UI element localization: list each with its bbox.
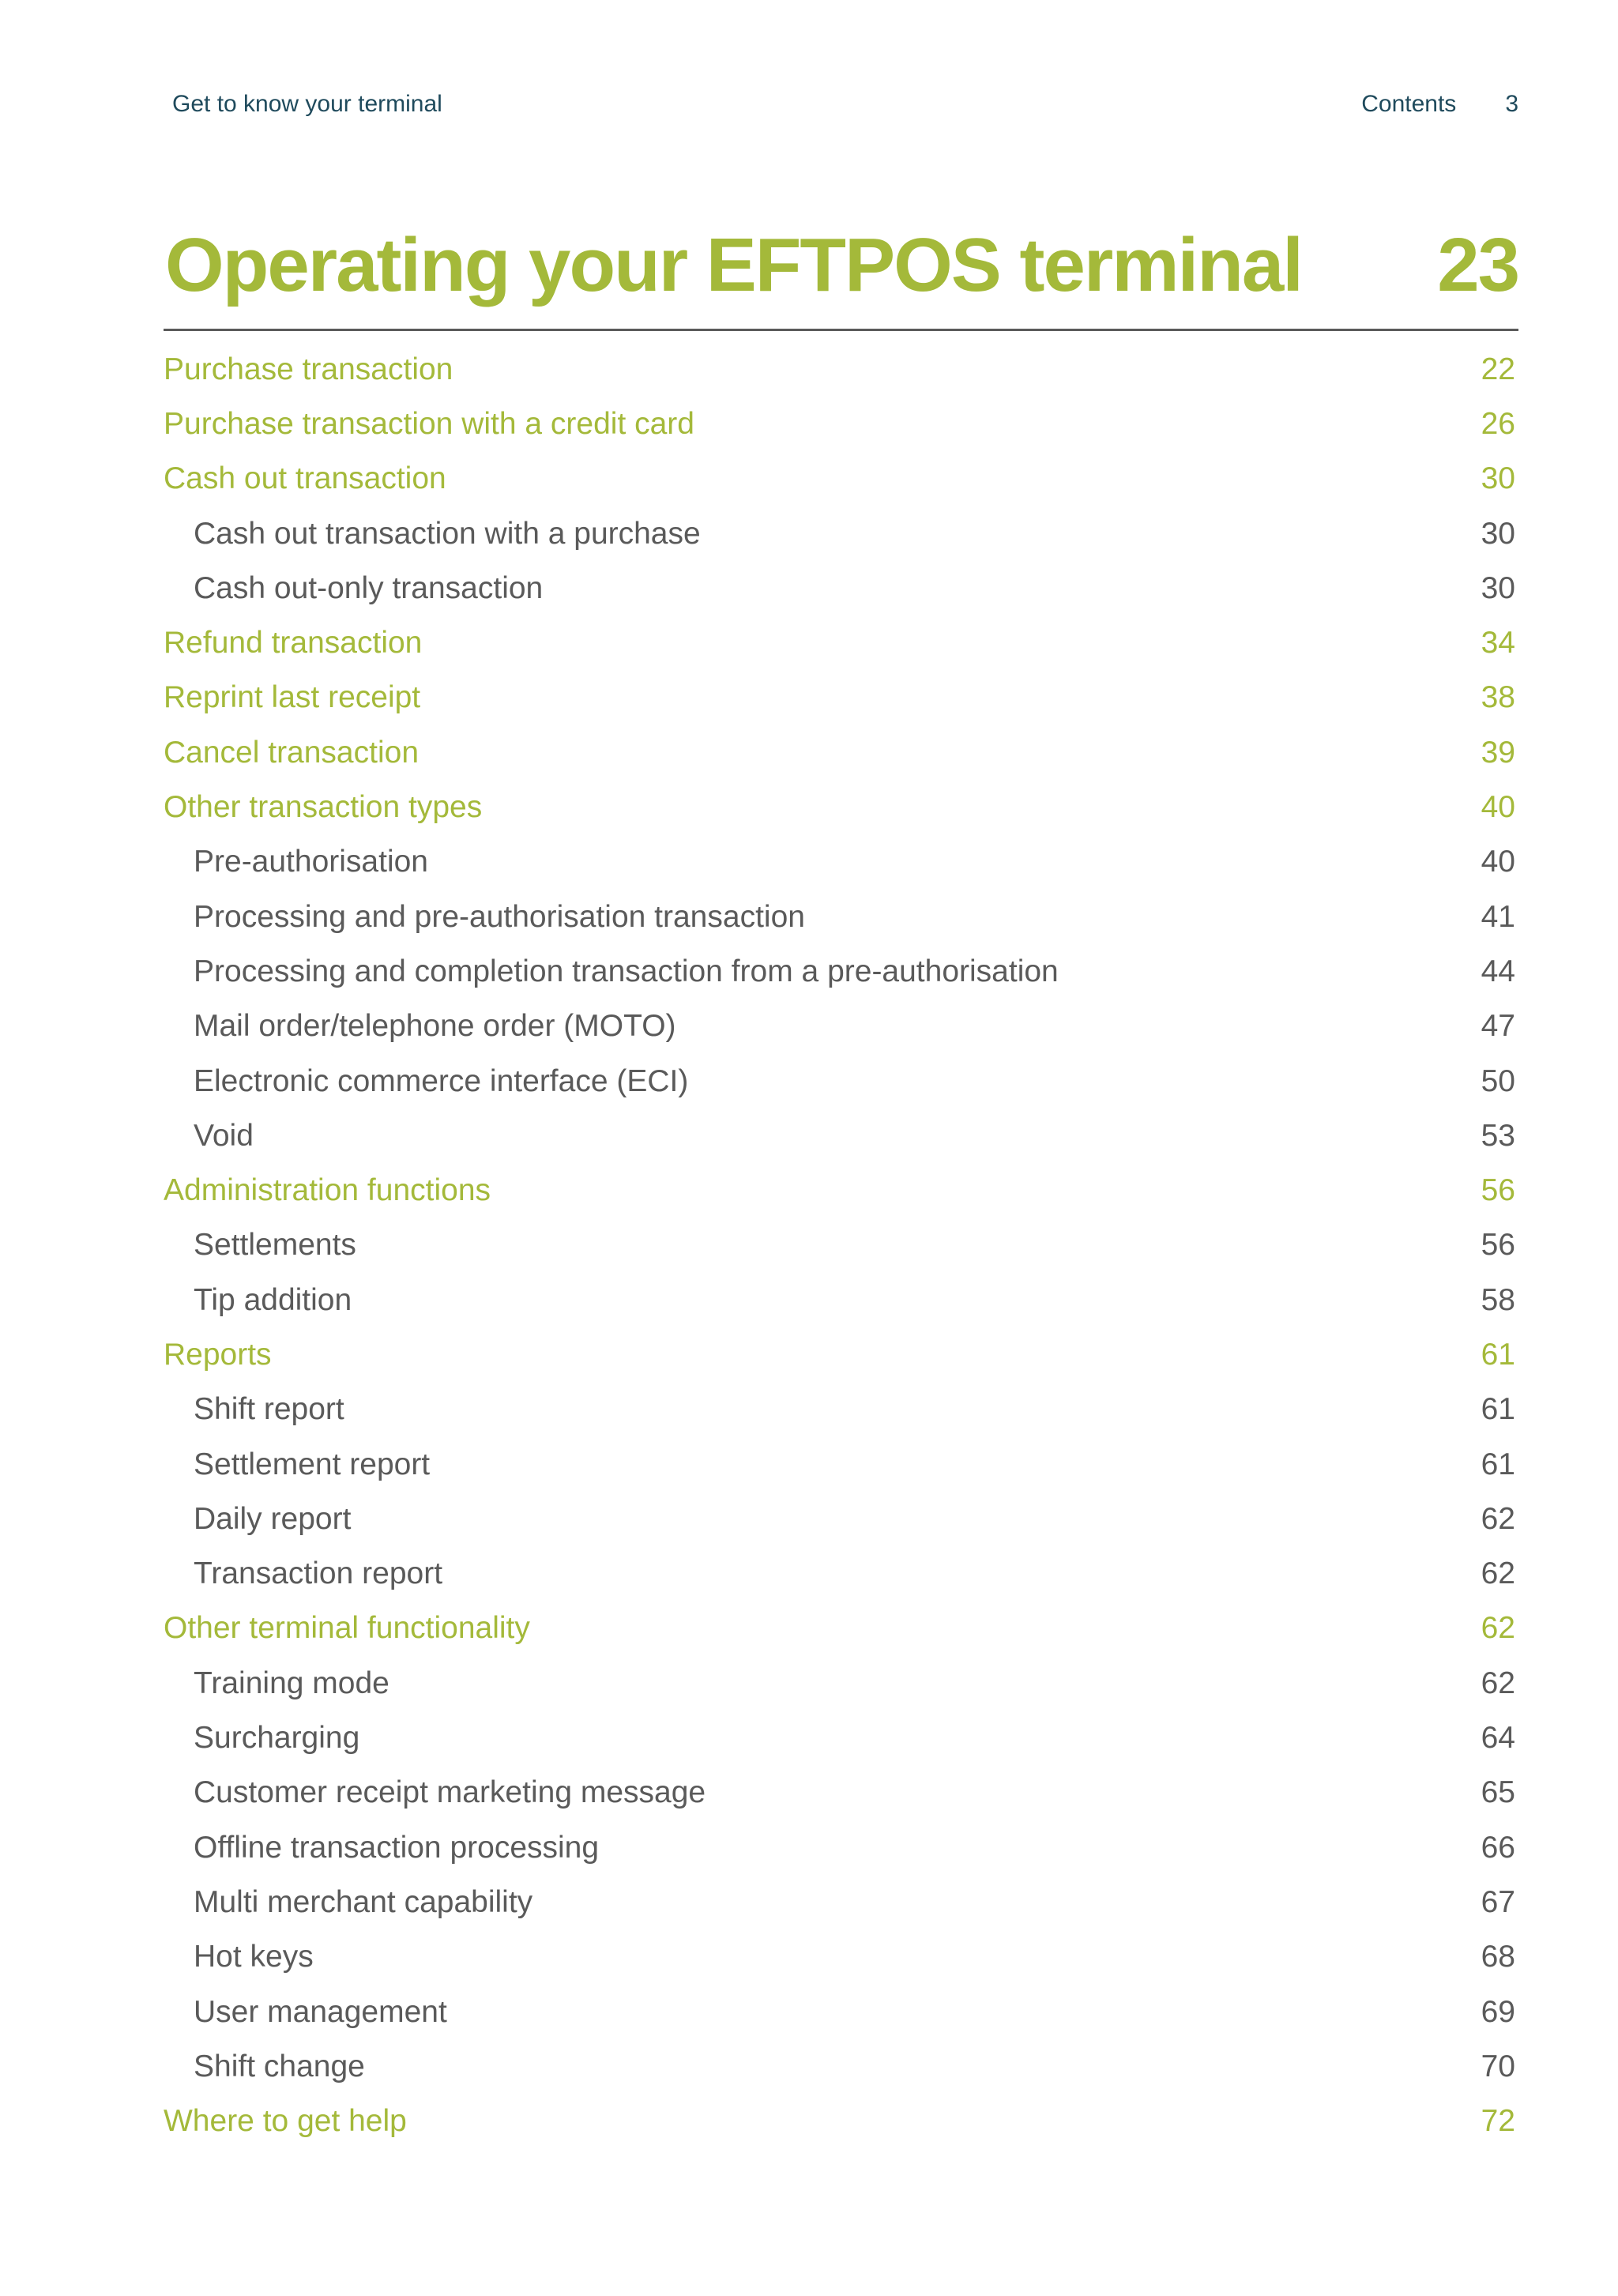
toc-entry-title: Hot keys bbox=[194, 1940, 314, 1974]
toc-entry-page: 56 bbox=[1481, 1228, 1515, 1263]
toc-entry-page: 58 bbox=[1481, 1282, 1515, 1317]
table-of-contents bbox=[164, 342, 1518, 2149]
toc-entry-title: Multi merchant capability bbox=[194, 1884, 533, 1919]
toc-entry-page: 47 bbox=[1481, 1009, 1515, 1044]
toc-entry[interactable] bbox=[164, 342, 1518, 397]
toc-entry-title: Cash out-only transaction bbox=[194, 570, 544, 605]
toc-entry-title: Offline transaction processing bbox=[194, 1830, 600, 1865]
toc-entry-page: 39 bbox=[1481, 735, 1515, 770]
toc-entry-page: 61 bbox=[1481, 1392, 1515, 1427]
toc-entry-page: 56 bbox=[1481, 1173, 1515, 1208]
toc-entry-title: Shift change bbox=[194, 2049, 365, 2083]
toc-entry-title: Reprint last receipt bbox=[164, 680, 421, 715]
toc-subentry[interactable] bbox=[164, 999, 1518, 1054]
toc-entry-title: Purchase transaction bbox=[164, 352, 453, 386]
toc-entry[interactable] bbox=[164, 725, 1518, 780]
running-header bbox=[172, 88, 1518, 120]
toc-subentry[interactable] bbox=[164, 1875, 1518, 1929]
toc-entry-title: User management bbox=[194, 1994, 447, 2029]
toc-entry-page: 41 bbox=[1481, 899, 1515, 934]
toc-entry-page: 62 bbox=[1481, 1666, 1515, 1700]
toc-subentry[interactable] bbox=[164, 890, 1518, 944]
toc-entry-page: 65 bbox=[1481, 1775, 1515, 1810]
header-right bbox=[1361, 91, 1518, 118]
toc-entry-title: Pre-authorisation bbox=[194, 845, 428, 879]
toc-subentry[interactable] bbox=[164, 506, 1518, 561]
toc-subentry[interactable] bbox=[164, 1273, 1518, 1327]
toc-entry[interactable] bbox=[164, 1163, 1518, 1218]
toc-entry-page: 62 bbox=[1481, 1611, 1515, 1646]
toc-entry-page: 53 bbox=[1481, 1118, 1515, 1153]
toc-entry-title: Settlements bbox=[194, 1228, 356, 1263]
toc-entry-title: Other transaction types bbox=[164, 790, 483, 825]
toc-subentry[interactable] bbox=[164, 1656, 1518, 1711]
toc-entry-page: 26 bbox=[1481, 406, 1515, 441]
contents-section bbox=[164, 223, 1518, 2149]
toc-entry-title: Other terminal functionality bbox=[164, 1611, 530, 1646]
toc-entry-page: 30 bbox=[1481, 516, 1515, 551]
toc-entry[interactable] bbox=[164, 671, 1518, 725]
toc-entry-title: Mail order/telephone order (MOTO) bbox=[194, 1009, 676, 1044]
toc-entry-page: 69 bbox=[1481, 1994, 1515, 2029]
section-label: Contents bbox=[1361, 91, 1457, 117]
toc-entry-title: Cash out transaction bbox=[164, 461, 446, 496]
document-title: Get to know your terminal bbox=[172, 91, 442, 117]
section-page-number: 23 bbox=[1437, 223, 1518, 307]
toc-subentry[interactable] bbox=[164, 1985, 1518, 2039]
toc-subentry[interactable] bbox=[164, 561, 1518, 615]
toc-entry-page: 38 bbox=[1481, 680, 1515, 715]
toc-entry[interactable] bbox=[164, 1327, 1518, 1382]
toc-entry[interactable] bbox=[164, 2095, 1518, 2149]
toc-entry-title: Processing and completion transaction from a pre-authorisation bbox=[194, 954, 1059, 988]
toc-entry-page: 50 bbox=[1481, 1063, 1515, 1098]
section-heading bbox=[164, 223, 1518, 331]
toc-entry-page: 34 bbox=[1481, 626, 1515, 661]
toc-subentry[interactable] bbox=[164, 1820, 1518, 1875]
toc-entry-page: 62 bbox=[1481, 1556, 1515, 1591]
toc-entry-title: Reports bbox=[164, 1337, 272, 1372]
toc-subentry[interactable] bbox=[164, 1711, 1518, 1765]
toc-entry[interactable] bbox=[164, 780, 1518, 834]
toc-entry-page: 72 bbox=[1481, 2104, 1515, 2139]
toc-entry-title: Customer receipt marketing message bbox=[194, 1775, 706, 1810]
toc-entry-page: 44 bbox=[1481, 954, 1515, 988]
toc-subentry[interactable] bbox=[164, 1547, 1518, 1602]
toc-subentry[interactable] bbox=[164, 1108, 1518, 1163]
toc-entry-title: Settlement report bbox=[194, 1447, 431, 1481]
toc-subentry[interactable] bbox=[164, 1492, 1518, 1546]
toc-entry[interactable] bbox=[164, 397, 1518, 451]
toc-entry[interactable] bbox=[164, 452, 1518, 506]
toc-entry-page: 67 bbox=[1481, 1884, 1515, 1919]
toc-entry-title: Shift report bbox=[194, 1392, 344, 1427]
toc-entry-title: Transaction report bbox=[194, 1556, 443, 1591]
toc-entry-title: Cash out transaction with a purchase bbox=[194, 516, 701, 551]
toc-entry-title: Processing and pre-authorisation transaction bbox=[194, 899, 805, 934]
toc-entry-title: Daily report bbox=[194, 1501, 352, 1536]
toc-subentry[interactable] bbox=[164, 944, 1518, 999]
page-number: 3 bbox=[1505, 91, 1518, 117]
toc-entry-page: 61 bbox=[1481, 1447, 1515, 1481]
toc-entry-title: Purchase transaction with a credit card bbox=[164, 406, 694, 441]
toc-entry-title: Cancel transaction bbox=[164, 735, 420, 770]
toc-entry[interactable] bbox=[164, 615, 1518, 670]
toc-subentry[interactable] bbox=[164, 1054, 1518, 1108]
toc-entry-title: Administration functions bbox=[164, 1173, 491, 1208]
toc-subentry[interactable] bbox=[164, 2039, 1518, 2094]
toc-subentry[interactable] bbox=[164, 1437, 1518, 1492]
toc-entry-title: Tip addition bbox=[194, 1282, 352, 1317]
toc-entry-title: Refund transaction bbox=[164, 626, 423, 661]
toc-subentry[interactable] bbox=[164, 1218, 1518, 1273]
toc-entry-page: 62 bbox=[1481, 1501, 1515, 1536]
toc-entry-page: 66 bbox=[1481, 1830, 1515, 1865]
toc-entry-page: 68 bbox=[1481, 1940, 1515, 1974]
toc-subentry[interactable] bbox=[164, 835, 1518, 890]
toc-subentry[interactable] bbox=[164, 1383, 1518, 1437]
section-title: Operating your EFTPOS terminal bbox=[165, 223, 1302, 307]
toc-entry-title: Where to get help bbox=[164, 2104, 407, 2139]
toc-entry-page: 64 bbox=[1481, 1721, 1515, 1756]
toc-entry-page: 61 bbox=[1481, 1337, 1515, 1372]
toc-entry-page: 40 bbox=[1481, 845, 1515, 879]
toc-entry-page: 70 bbox=[1481, 2049, 1515, 2083]
toc-entry-title: Training mode bbox=[194, 1666, 389, 1700]
toc-entry-page: 40 bbox=[1481, 790, 1515, 825]
toc-entry-page: 30 bbox=[1481, 461, 1515, 496]
toc-entry-title: Void bbox=[194, 1118, 254, 1153]
toc-subentry[interactable] bbox=[164, 1930, 1518, 1985]
toc-entry-title: Electronic commerce interface (ECI) bbox=[194, 1063, 689, 1098]
toc-subentry[interactable] bbox=[164, 1766, 1518, 1820]
toc-entry[interactable] bbox=[164, 1602, 1518, 1656]
toc-entry-page: 22 bbox=[1481, 352, 1515, 386]
toc-entry-page: 30 bbox=[1481, 570, 1515, 605]
toc-entry-title: Surcharging bbox=[194, 1721, 360, 1756]
